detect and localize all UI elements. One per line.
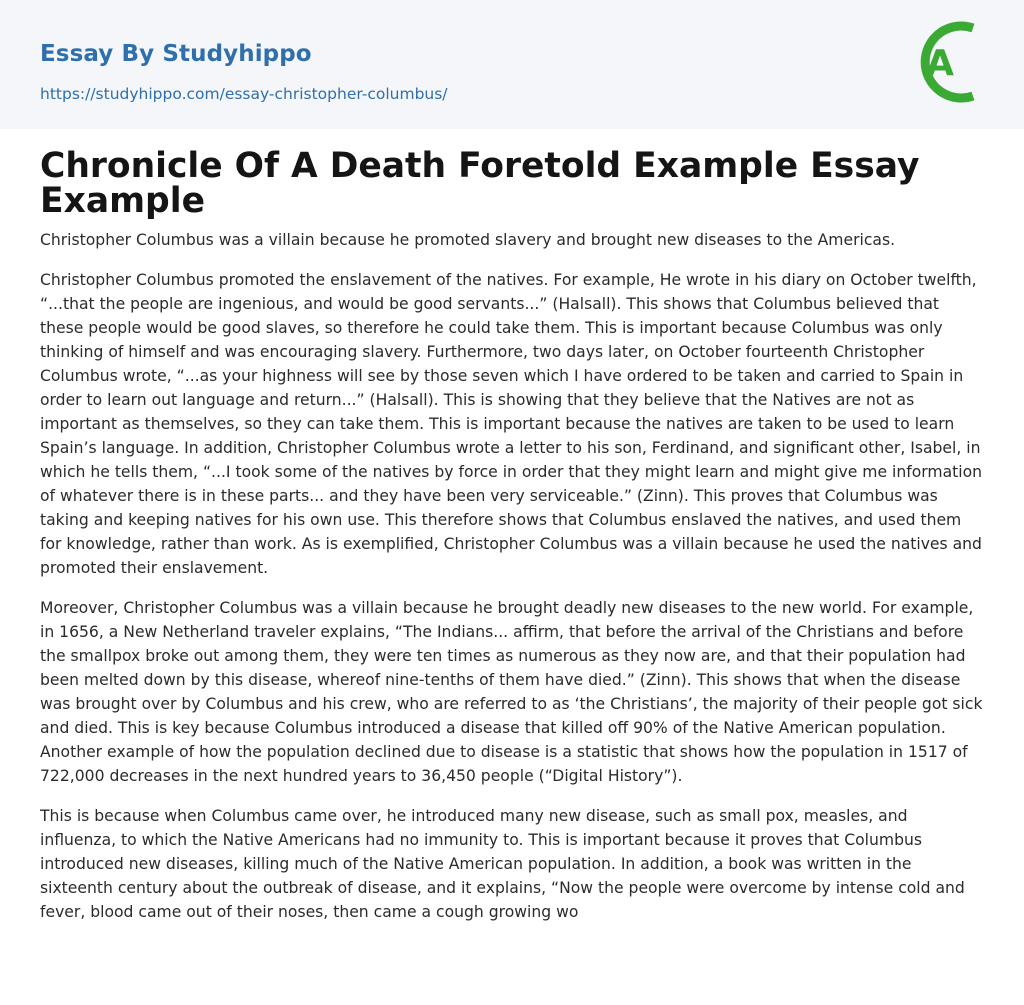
article-paragraph: Christopher Columbus was a villain because he promoted slavery and brought new diseases to the Americas. <box>40 231 896 249</box>
article-body <box>40 228 984 940</box>
article-paragraph: Moreover, Christopher Columbus was a villain because he brought deadly new diseases to the new world. For example, in 1656, a New Netherland traveler explains, “The Indians... affirm, that before the arrival of the Christians and before the smallpox broke out among them, they were ten times as numerous as they now are, and that their population had been melted down by this disease, whereof nine-tenths of them have died.” (Zinn). This shows that when the disease was brought over by Columbus and his crew, who are referred to as ‘the Christians’, the majority of their people got sick and died. This is key because Columbus introduced a disease that killed off 90% of the Native American population. Another example of how the population declined due to disease is a statistic that shows how the population in 1517 of 722,000 decreases in the next hundred years to 36,450 people (“Digital History”). <box>40 599 983 785</box>
logo-letter: A <box>926 43 954 84</box>
source-url-link[interactable]: https://studyhippo.com/essay-christopher-columbus/ <box>40 85 448 103</box>
article-paragraph: This is because when Columbus came over, he introduced many new disease, such as small pox, measles, and influenza, to which the Native Americans had no immunity to. This is important because it proves that Columbus introduced new diseases, killing much of the Native American population. In addition, a book was written in the sixteenth century about the outbreak of disease, and it explains, “Now the people were overcome by intense cold and fever, blood came out of their noses, then came a cough growing wo <box>40 807 965 921</box>
article-paragraph: Christopher Columbus promoted the enslavement of the natives. For example, He wrote in his diary on October twelfth, “...that the people are ingenious, and would be good servants...” (Halsall). This shows that Columbus believed that these people would be good slaves, so therefore he could take them. This is important because Columbus was only thinking of himself and was encouraging slavery. Furthermore, two days later, on October fourteenth Christopher Columbus wrote, “...as your highness will see by those seven which I have ordered to be taken and carried to Spain in order to learn out language and return...” (Halsall). This is showing that they believe that the Natives are not as important as themselves, so they can take them. This is important because the natives are taken to be used to learn Spain’s language. In addition, Christopher Columbus wrote a letter to his son, Ferdinand, and significant other, Isabel, in which he tells them, “...I took some of the natives by force in order that they might learn and might give me information of whatever there is in these parts... and they have been very serviceable.” (Zinn). This proves that Columbus was taking and keeping natives for his own use. This therefore shows that Columbus enslaved the natives, and used them for knowledge, rather than work. As is exemplified, Christopher Columbus was a villain because he used the natives and promoted their enslavement. <box>40 271 983 577</box>
site-brand[interactable]: Essay By Studyhippo <box>40 41 312 67</box>
article-title: Chronicle Of A Death Foretold Example Essay Example <box>40 146 920 221</box>
